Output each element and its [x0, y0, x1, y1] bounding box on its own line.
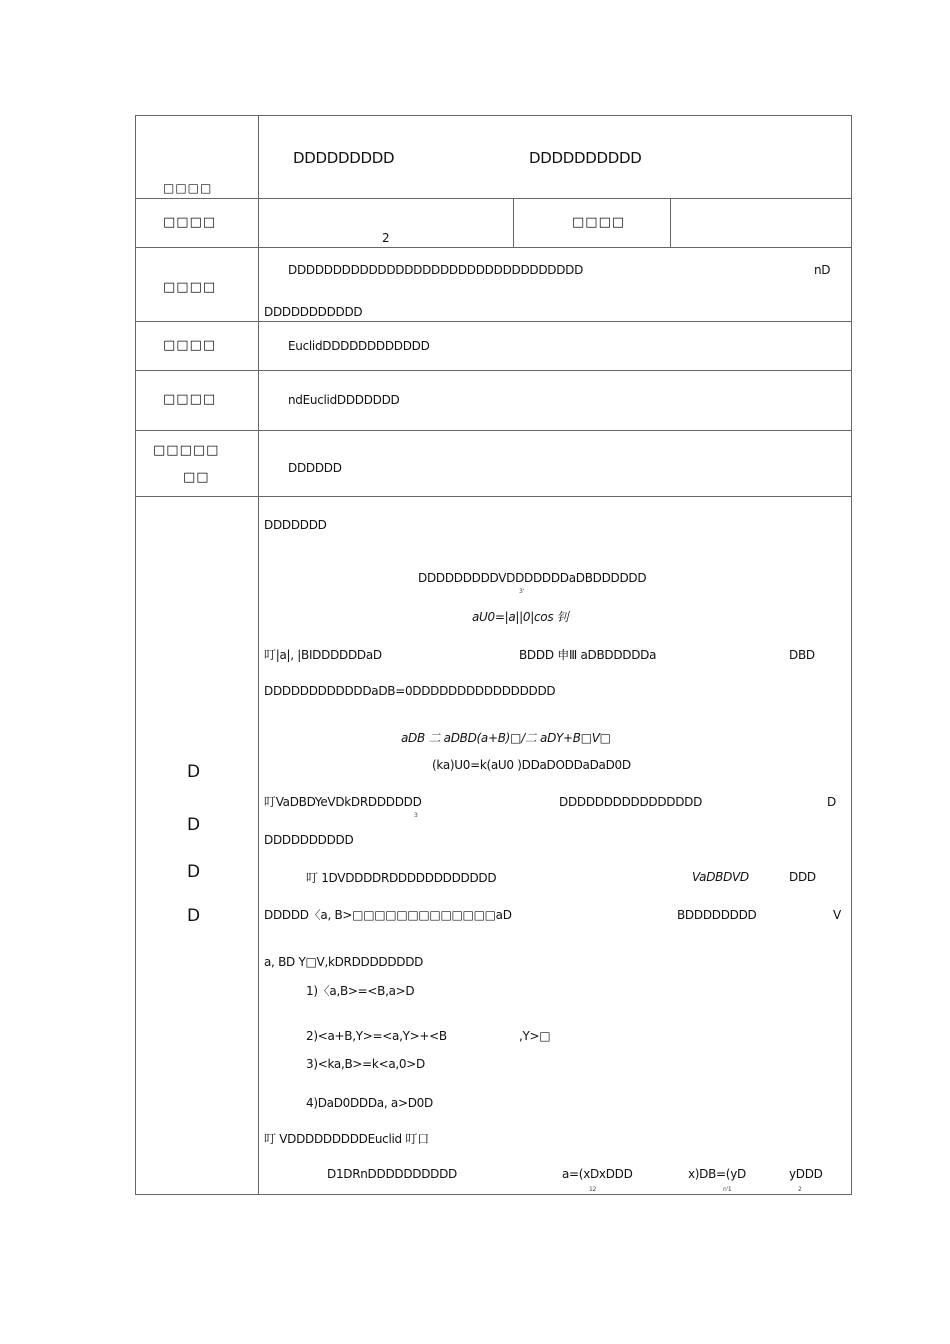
row2-divider-a: [513, 198, 514, 248]
main-side-char-4: D: [187, 906, 200, 926]
main-line: x)DB=(yD: [688, 1167, 746, 1181]
row3-line1: DDDDDDDDDDDDDDDDDDDDDDDDDDDDDDDDD: [288, 263, 584, 277]
main-line: DDDDDDD: [264, 518, 327, 532]
main-line: 叮 VDDDDDDDDDEuclid 叮口: [264, 1132, 429, 1146]
main-line: DBD: [789, 648, 815, 662]
row4-value: EuclidDDDDDDDDDDDD: [288, 339, 430, 353]
property-3: 3)<ka,B>=k<a,0>D: [306, 1057, 425, 1071]
row-divider-6: [135, 496, 852, 497]
main-subscript: 12: [589, 1186, 597, 1193]
main-line: D1DRnDDDDDDDDDD: [327, 1167, 457, 1181]
main-line: yDDD: [789, 1167, 823, 1181]
main-line: DDDDDDDDDD: [264, 833, 354, 847]
property-1: 1)〈a,B>=<B,a>D: [306, 984, 415, 998]
table-column-divider: [258, 115, 259, 1195]
main-formula: aDB 二 aDBD(a+B)□/二 aDY+B□V□: [401, 731, 611, 745]
table-border-right: [851, 115, 852, 1195]
main-line: 叮VaDBDYeVDkDRDDDDDD: [264, 795, 422, 809]
row2-value: 2: [382, 231, 390, 245]
main-line: DDDDDDDDDDDDDDDD: [559, 795, 703, 809]
row6-value: DDDDDD: [288, 461, 342, 475]
main-formula: aU0=|a||0|cos 钊: [472, 610, 569, 624]
row2-divider-b: [670, 198, 671, 248]
row3-line2: DDDDDDDDDDD: [264, 305, 363, 319]
row5-value: ndEuclidDDDDDDD: [288, 393, 400, 407]
header-value-b: DDDDDDDDDD: [529, 149, 642, 167]
main-line: a, BD Y□V,kDRDDDDDDDD: [264, 955, 424, 969]
main-subscript: n'1: [723, 1186, 732, 1193]
main-line: DDDDD〈a, B>□□□□□□□□□□□□□aD: [264, 908, 512, 922]
row-divider-2: [135, 247, 852, 248]
main-line: D: [827, 795, 836, 809]
property-2: 2)<a+B,Y>=<a,Y>+<B: [306, 1029, 447, 1043]
row6-label-line1: □□□□□: [153, 443, 220, 458]
main-side-char-1: D: [187, 762, 200, 782]
row2-label: □□□□: [163, 215, 217, 230]
main-line: BDDD 申Ⅲ aDBDDDDDa: [519, 648, 657, 662]
main-line: DDDDDDDDDDDDaDB=0DDDDDDDDDDDDDDDD: [264, 684, 556, 698]
row3-label: □□□□: [163, 280, 217, 295]
row6-label-line2: □□: [183, 470, 210, 485]
main-subscript: 2: [798, 1186, 802, 1193]
main-line: DDDDDDDDDVDDDDDDDaDBDDDDDD: [418, 571, 647, 585]
row-divider-1: [135, 198, 852, 199]
table-border-bottom: [135, 1194, 852, 1195]
main-line: V: [833, 908, 841, 922]
main-line: DDD: [789, 870, 816, 884]
row2-label-2: □□□□: [572, 215, 626, 230]
property-4: 4)DaD0DDDa, a>D0D: [306, 1096, 433, 1110]
row5-label: □□□□: [163, 392, 217, 407]
main-line: 叮 1DVDDDDRDDDDDDDDDDDD: [306, 871, 497, 885]
main-side-char-3: D: [187, 862, 200, 882]
main-subscript: 3': [519, 588, 524, 595]
row3-line1-right: nD: [814, 263, 831, 277]
table-border-top: [135, 115, 852, 116]
main-formula: (ka)U0=k(aU0 )DDaDODDaDaD0D: [432, 758, 631, 772]
row-divider-5: [135, 430, 852, 431]
header-value-a: DDDDDDDDD: [293, 149, 395, 167]
main-side-char-2: D: [187, 815, 200, 835]
main-line: BDDDDDDDD: [677, 908, 757, 922]
table-border-left: [135, 115, 136, 1195]
main-line: VaDBDVD: [692, 870, 749, 884]
main-line: 叮|a|, |BIDDDDDDaD: [264, 648, 382, 662]
main-subscript: 3: [414, 812, 418, 819]
header-row-label: □□□□: [163, 181, 213, 195]
row-divider-4: [135, 370, 852, 371]
row4-label: □□□□: [163, 338, 217, 353]
property-2-tail: ,Y>□: [519, 1029, 551, 1043]
row-divider-3: [135, 321, 852, 322]
main-line: a=(xDxDDD: [562, 1167, 633, 1181]
